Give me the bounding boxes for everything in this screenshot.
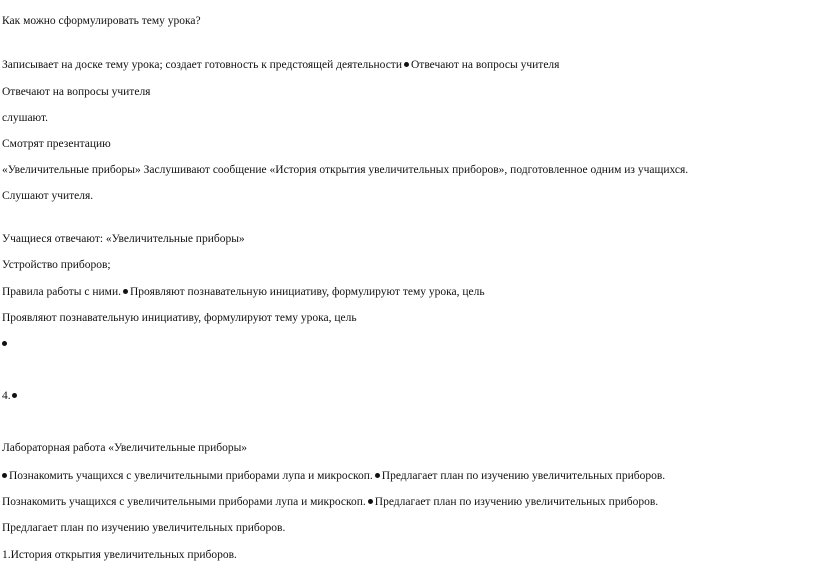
text-line: Предлагает план по изучению увеличительных приборов. xyxy=(2,522,286,534)
text-line: Слушают учителя. xyxy=(2,190,94,202)
text-line: Смотрят презентацию xyxy=(2,138,111,150)
bullet-icon xyxy=(12,393,17,398)
text-line xyxy=(2,337,9,351)
text-line: Познакомить учащихся с увеличительными приборами лупа и микроскоп. Предлагает план по изучению увеличительных приборов. xyxy=(2,496,659,508)
bullet-icon xyxy=(368,499,373,504)
bullet-icon xyxy=(404,62,409,67)
bullet-icon xyxy=(123,289,128,294)
text-line: Устройство приборов; xyxy=(2,259,111,271)
text-line: 1.История открытия увеличительных приборов. xyxy=(2,549,237,561)
text-line: Правила работы с ними. Проявляют познавательную инициативу, формулируют тему урока, цель xyxy=(2,286,485,298)
bullet-icon xyxy=(2,473,7,478)
text-line: Отвечают на вопросы учителя xyxy=(2,86,151,98)
text-line: Записывает на доске тему урока; создает готовность к предстоящей деятельности Отвечают на вопросы учителя xyxy=(2,59,560,71)
text-line: Проявляют познавательную инициативу, формулируют тему урока, цель xyxy=(2,312,357,324)
bullet-icon xyxy=(2,341,7,346)
text-line: Как можно сформулировать тему урока? xyxy=(2,15,201,27)
text-line: Учащиеся отвечают: «Увеличительные приборы» xyxy=(2,233,245,245)
text-line: слушают. xyxy=(2,112,49,124)
bullet-icon xyxy=(375,473,380,478)
text-line: Познакомить учащихся с увеличительными приборами лупа и микроскоп. Предлагает план по изучению увеличительных приборов. xyxy=(2,469,665,483)
text-line: «Увеличительные приборы» Заслушивают сообщение «История открытия увеличительных приборов», подготовленное одним из учащихся. xyxy=(2,164,689,176)
text-line: 4. xyxy=(2,389,19,403)
text-line: Лабораторная работа «Увеличительные приборы» xyxy=(2,442,248,454)
